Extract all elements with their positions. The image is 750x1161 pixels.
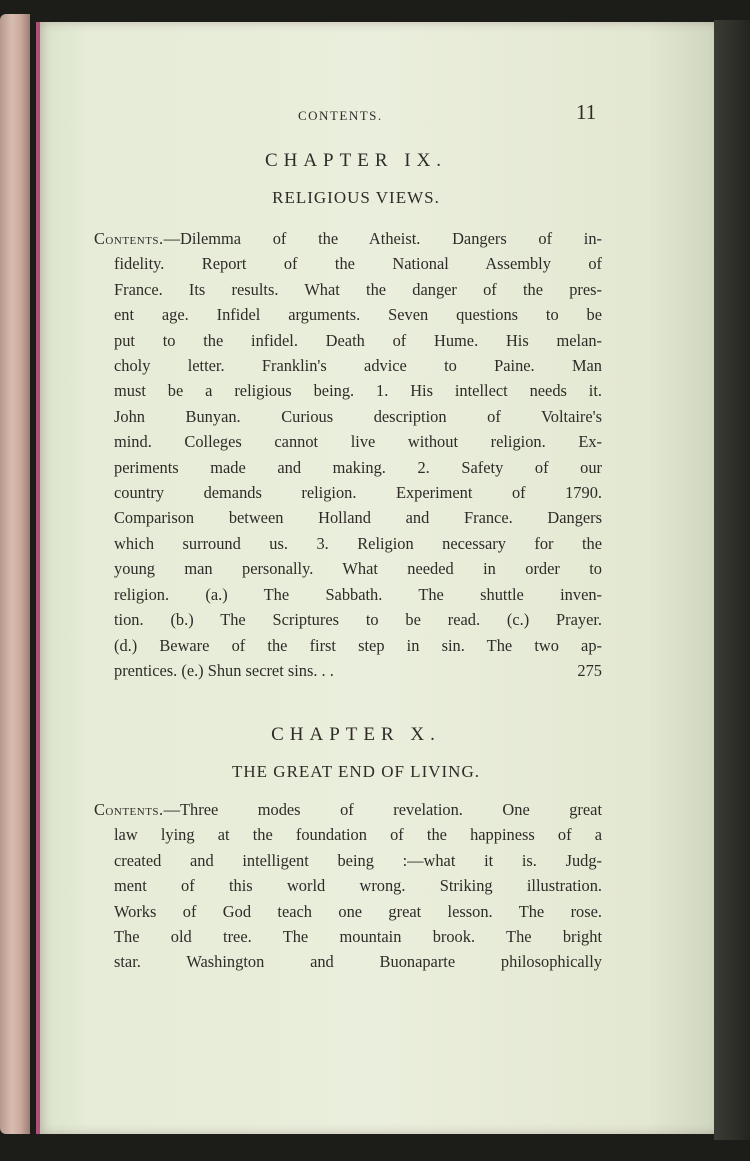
contents-line: put to the infidel. Death of Hume. His melan- <box>114 330 602 350</box>
contents-line: prentices. (e.) Shun secret sins. . . 275 <box>114 658 602 683</box>
book-binding <box>0 14 30 1134</box>
chapter-title: CHAPTER IX. <box>264 150 448 171</box>
contents-line: Contents.—Dilemma of the Atheist. Dangers of in- <box>94 229 602 248</box>
contents-line: (d.) Beware of the first step in sin. The two ap- <box>114 635 602 655</box>
contents-line: must be a religious being. 1. His intellect needs it. <box>114 381 602 401</box>
running-head: CONTENTS. <box>298 108 383 123</box>
contents-line: periments made and making. 2. Safety of our <box>114 457 602 477</box>
contents-line: Contents.—Three modes of revelation. One great <box>94 800 602 819</box>
contents-line: young man personally. What needed in order to <box>114 559 602 579</box>
contents-line: country demands religion. Experiment of 1790. <box>114 483 602 503</box>
chapter-contents <box>94 226 602 683</box>
contents-line: John Bunyan. Curious description of Voltaire's <box>114 406 602 426</box>
contents-line: Comparison between Holland and France. Dangers <box>114 508 602 528</box>
contents-line: ment of this world wrong. Striking illustration. <box>114 876 602 896</box>
contents-line: Works of God teach one great lesson. The rose. <box>114 901 602 921</box>
contents-line: choly letter. Franklin's advice to Paine. Man <box>114 356 602 376</box>
chapter-contents <box>94 797 602 975</box>
chapter-subtitle: RELIGIOUS VIEWS. <box>272 188 440 207</box>
contents-line: star. Washington and Buonaparte philosophically <box>114 952 602 972</box>
contents-line: law lying at the foundation of the happiness of a <box>114 825 602 845</box>
contents-line: The old tree. The mountain brook. The bright <box>114 927 602 947</box>
contents-line: mind. Colleges cannot live without religion. Ex- <box>114 432 602 452</box>
contents-line: which surround us. 3. Religion necessary for the <box>114 533 602 553</box>
chapter-subtitle: THE GREAT END OF LIVING. <box>232 762 480 781</box>
page-number: 11 <box>576 100 597 124</box>
contents-line: France. Its results. What the danger of the pres- <box>114 279 602 299</box>
contents-line: created and intelligent being :—what it is. Judg- <box>114 850 602 870</box>
contents-label: Contents. <box>94 800 164 819</box>
contents-line: tion. (b.) The Scriptures to be read. (c.) Prayer. <box>114 610 602 630</box>
contents-line: fidelity. Report of the National Assembly of <box>114 254 602 274</box>
page-reference: 275 <box>577 660 602 680</box>
contents-label: Contents. <box>94 229 164 248</box>
contents-line: religion. (a.) The Sabbath. The shuttle inven- <box>114 584 602 604</box>
contents-line: ent age. Infidel arguments. Seven questions to be <box>114 305 602 325</box>
chapter-title: CHAPTER X. <box>271 724 441 745</box>
book-edge <box>714 20 750 1140</box>
